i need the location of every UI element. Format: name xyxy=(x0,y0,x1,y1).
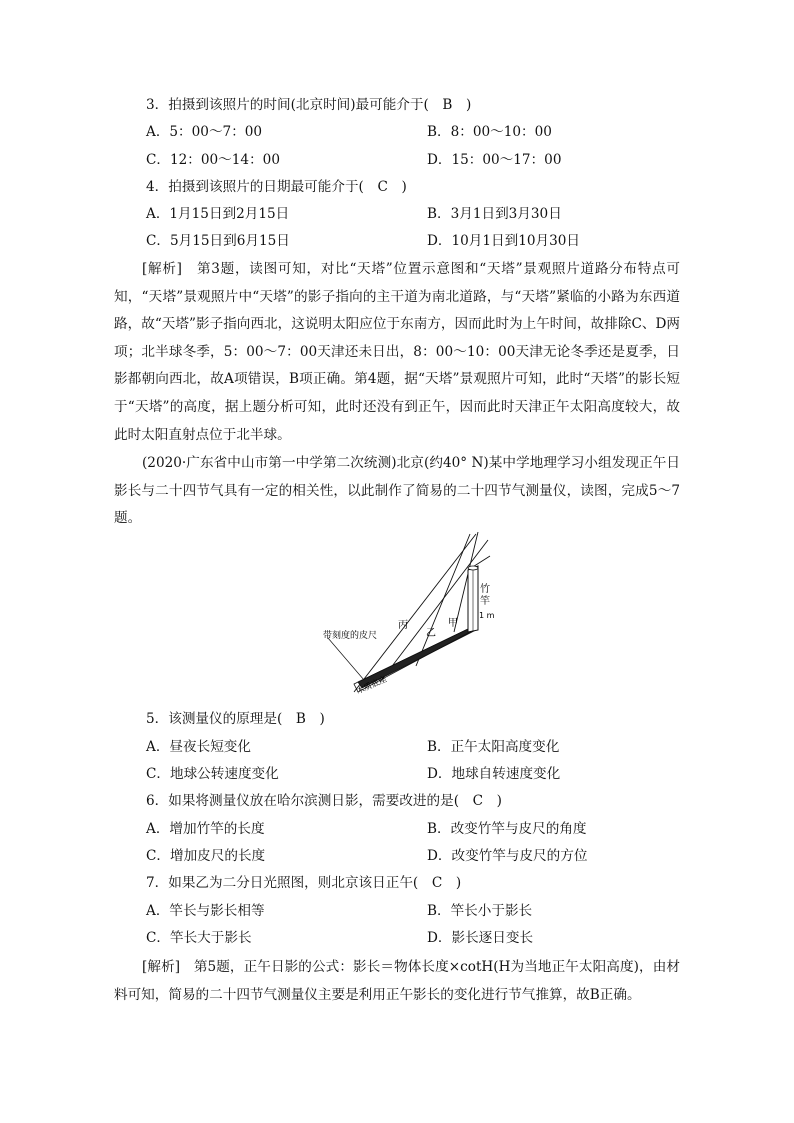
q5-stem: 5．该测量仪的原理是( B ) xyxy=(146,711,325,727)
q5-option-c: C．地球公转速度变化 xyxy=(146,766,279,782)
pole-length-label: 1 m xyxy=(479,611,495,620)
q4-option-b: B．3月1日到3月30日 xyxy=(427,206,562,222)
ruler-label: 带刻度的皮尺 xyxy=(323,631,378,641)
base-label: 木质底座 xyxy=(355,674,389,694)
q3-option-a: A．5：00～7：00 xyxy=(146,124,263,140)
q6-option-c: C．增加皮尺的长度 xyxy=(146,848,266,864)
q4-option-d: D．10月1日到10月30日 xyxy=(427,233,581,249)
q6-option-b: B．改变竹竿与皮尺的角度 xyxy=(427,821,587,837)
analysis-q3-q4: [解析] 第3题，读图可知，对比“天塔”位置示意图和“天塔”景观照片道路分布特点可知，“天塔”景观照片中“天塔”的影子指向的主干道为南北道路，与“天塔”紧临的小路为东西道路，故“天塔”影子指向西北，这说明太阳应位于东南方，因而此时为上午时间，故排除C、D两项；北半球冬季，5：00～7：00天津还未日出，8：00～10：00天津无论冬季还是夏季，日影都朝向西北，故A项错误，B项正确。第4题，据“天塔”景观照片可知，此时“天塔”的影长短于“天塔”的高度，据上题分析可知，此时还没有到正午，因而此时天津正午太阳高度较大，故此时太阳直射点位于北半球。 xyxy=(114,261,680,443)
q4-option-c: C．5月15日到6月15日 xyxy=(146,233,290,249)
q7-option-a: A．竿长与影长相等 xyxy=(146,903,265,919)
pole-label-1: 竹 xyxy=(480,584,490,595)
q7-option-d: D．影长逐日变长 xyxy=(427,930,534,946)
q7-option-b: B．竿长小于影长 xyxy=(427,903,533,919)
label-yi: 乙 xyxy=(426,628,436,639)
analysis-q5: [解析] 第5题，正午日影的公式：影长＝物体长度×cotH(H为当地正午太阳高度)，由材料可知，简易的二十四节气测量仪主要是利用正午影长的变化进行节气推算，故B正确。 xyxy=(114,959,680,1003)
q5-option-b: B．正午太阳高度变化 xyxy=(427,739,560,755)
material-intro: (2020·广东省中山市第一中学第二次统测)北京(约40° N)某中学地理学习小组发现正午日影长与二十四节气具有一定的相关性，以此制作了简易的二十四节气测量仪，读图，完成5～7题。 xyxy=(114,455,680,527)
q7-stem: 7．如果乙为二分日光照图，则北京该日正午( C ) xyxy=(146,875,462,891)
q4-option-a: A．1月15日到2月15日 xyxy=(146,206,290,222)
q5-option-a: A．昼夜长短变化 xyxy=(146,739,251,755)
q5-option-d: D．地球自转速度变化 xyxy=(427,766,561,782)
q3-stem: 3．拍摄到该照片的时间(北京时间)最可能介于( B ) xyxy=(146,97,472,113)
q3-option-d: D．15：00～17：00 xyxy=(427,152,562,168)
q6-option-d: D．改变竹竿与皮尺的方位 xyxy=(427,848,588,864)
instrument-diagram xyxy=(318,532,508,694)
figure-measuring-instrument xyxy=(318,532,508,694)
q3-option-c: C．12：00～14：00 xyxy=(146,152,280,168)
q4-stem: 4．拍摄到该照片的日期最可能介于( C ) xyxy=(146,179,407,195)
label-bing: 丙 xyxy=(398,620,408,631)
q6-option-a: A．增加竹竿的长度 xyxy=(146,821,265,837)
q6-stem: 6．如果将测量仪放在哈尔滨测日影，需要改进的是( C ) xyxy=(146,793,502,809)
q3-option-b: B．8：00～10：00 xyxy=(427,124,552,140)
label-jia: 甲 xyxy=(448,618,458,629)
pole-label-2: 竿 xyxy=(480,596,490,607)
q7-option-c: C．竿长大于影长 xyxy=(146,930,252,946)
